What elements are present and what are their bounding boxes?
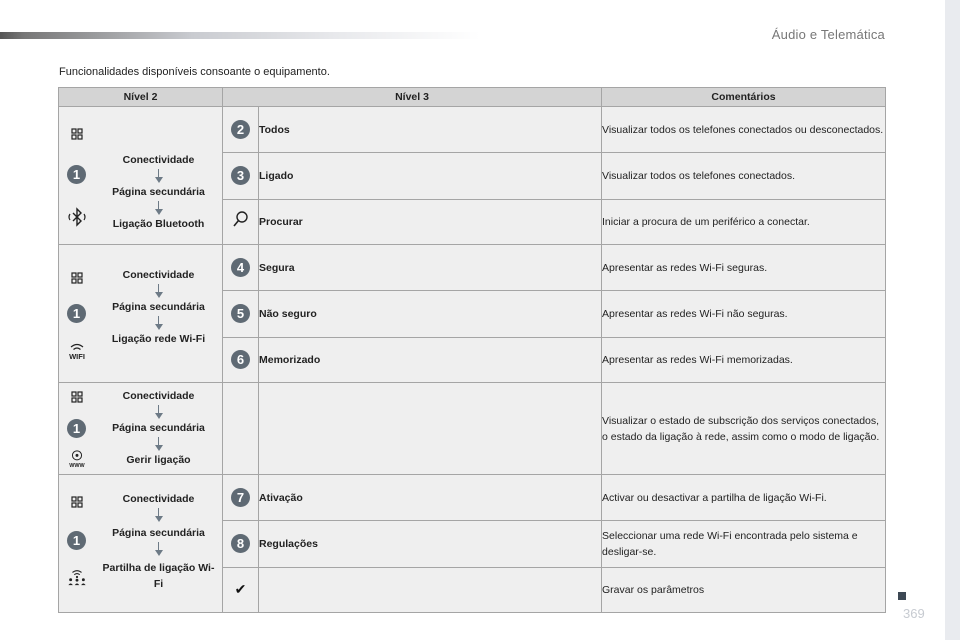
step-badge: 8 (231, 534, 250, 553)
level2-cell-bluetooth (59, 107, 223, 245)
step-badge: 1 (67, 304, 86, 323)
table-row (59, 475, 886, 521)
navigation-chain (95, 475, 222, 612)
header-comments: Comentários (602, 88, 886, 107)
step-connectivity: Conectividade (122, 493, 195, 505)
bluetooth-icon (67, 207, 87, 227)
level3-label: Memorizado (259, 337, 602, 382)
comment-text: Apresentar as redes Wi-Fi memorizadas. (602, 337, 886, 382)
level3-label: Segura (259, 245, 602, 291)
comment-text: Apresentar as redes Wi-Fi não seguras. (602, 291, 886, 337)
check-icon: ✔ (234, 581, 247, 598)
header-level2: Nível 2 (59, 88, 223, 107)
table-header-row (59, 88, 886, 107)
down-arrow-icon (155, 437, 163, 451)
page-subtitle: Funcionalidades disponíveis consoante o equipamento. (59, 66, 330, 78)
step-secondary-page: Página secundária (112, 301, 205, 313)
step-secondary-page: Página secundária (112, 527, 205, 539)
header-level3: Nível 3 (223, 88, 602, 107)
grid-icon (67, 492, 87, 512)
step-secondary-page: Página secundária (112, 422, 205, 434)
down-arrow-icon (155, 169, 163, 183)
level3-label: Ativação (259, 475, 602, 521)
grid-icon (67, 387, 87, 407)
down-arrow-icon (155, 542, 163, 556)
navigation-chain (95, 245, 222, 382)
step-badge: 3 (231, 166, 250, 185)
level3-label: Procurar (259, 199, 602, 244)
header-gradient-bar (0, 32, 480, 39)
step-badge: 4 (231, 258, 250, 277)
step-badge: 2 (231, 120, 250, 139)
level3-label: Ligado (259, 153, 602, 199)
comment-text: Activar ou desactivar a partilha de ligação Wi-Fi. (602, 475, 886, 521)
step-connectivity: Conectividade (122, 269, 195, 281)
step-bluetooth-connection: Ligação Bluetooth (112, 218, 205, 230)
navigation-chain (95, 107, 222, 244)
step-badge: 6 (231, 350, 250, 369)
step-wifi-connection: Ligação rede Wi-Fi (111, 333, 206, 345)
step-wifi-sharing: Partilha de ligação Wi-Fi (102, 562, 215, 590)
wifi-icon (65, 341, 89, 361)
level2-cell-wifi (59, 245, 223, 383)
comment-text: Visualizar o estado de subscrição dos serviços conectados, o estado da ligação à rede, assim como o modo de ligação. (602, 383, 886, 475)
www-icon (65, 449, 89, 469)
navigation-chain (95, 383, 222, 474)
comment-text: Visualizar todos os telefones conectados ou desconectados. (602, 107, 886, 153)
comment-text: Apresentar as redes Wi-Fi seguras. (602, 245, 886, 291)
step-badge: 1 (67, 531, 86, 550)
grid-icon (67, 124, 87, 144)
table-row (59, 245, 886, 291)
step-connectivity: Conectividade (122, 154, 195, 166)
comment-text: Seleccionar uma rede Wi-Fi encontrada pelo sistema e desligar-se. (602, 521, 886, 567)
level2-cell-wifi-sharing (59, 475, 223, 613)
step-secondary-page: Página secundária (112, 186, 205, 198)
page-number: 369 (903, 606, 925, 621)
down-arrow-icon (155, 508, 163, 522)
level3-label (259, 383, 602, 475)
level2-cell-manage-connection (59, 383, 223, 475)
step-badge: 1 (67, 419, 86, 438)
comment-text: Visualizar todos os telefones conectados. (602, 153, 886, 199)
level3-label: Todos (259, 107, 602, 153)
step-connectivity: Conectividade (122, 390, 195, 402)
table-row (59, 107, 886, 153)
step-badge: 1 (67, 165, 86, 184)
right-margin-strip (945, 0, 960, 640)
down-arrow-icon (155, 405, 163, 419)
hotspot-icon (65, 567, 89, 587)
level3-label (259, 567, 602, 612)
www-text: WWW (69, 463, 85, 469)
down-arrow-icon (155, 316, 163, 330)
comment-text: Iniciar a procura de um periférico a conectar. (602, 199, 886, 244)
step-badge: 7 (231, 488, 250, 507)
step-manage-connection: Gerir ligação (126, 454, 191, 466)
comment-text: Gravar os parâmetros (602, 567, 886, 612)
table-row (59, 383, 886, 475)
search-icon (232, 210, 250, 230)
grid-icon (67, 268, 87, 288)
footer-marker (898, 592, 906, 600)
down-arrow-icon (155, 284, 163, 298)
level3-label: Regulações (259, 521, 602, 567)
features-table (58, 87, 886, 613)
wifi-text: WIFI (69, 352, 85, 361)
section-title: Áudio e Telemática (771, 27, 885, 42)
level3-label: Não seguro (259, 291, 602, 337)
step-badge: 5 (231, 304, 250, 323)
down-arrow-icon (155, 201, 163, 215)
